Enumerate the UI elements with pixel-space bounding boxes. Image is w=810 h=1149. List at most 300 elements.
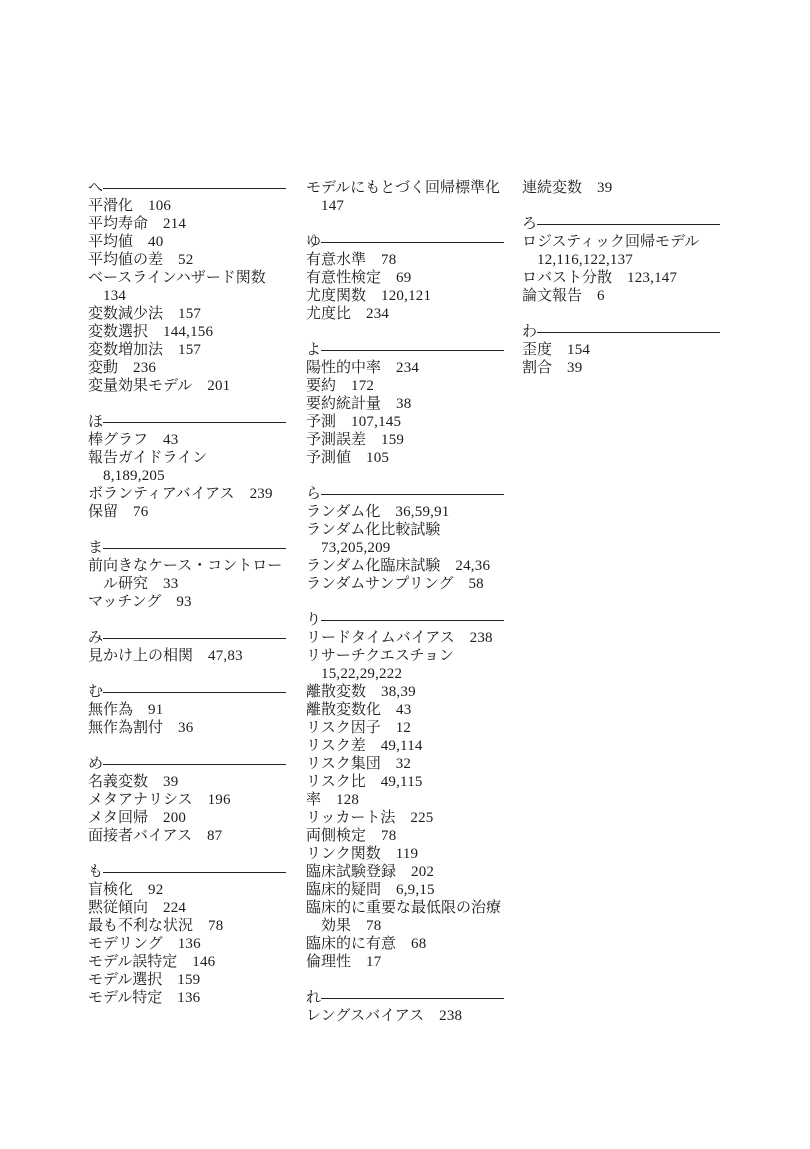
section-header <box>88 863 286 881</box>
entry-continuation-line <box>306 539 504 557</box>
index-term: 臨床試験登録 <box>306 864 397 880</box>
index-pages: 78 <box>208 918 224 934</box>
index-entry <box>88 917 286 935</box>
index-pages: 144,156 <box>163 324 214 340</box>
entry-line <box>88 899 286 917</box>
section-rule <box>321 350 504 351</box>
index-pages: 123,147 <box>627 270 678 286</box>
index-section <box>306 989 504 1025</box>
entry-line <box>88 323 286 341</box>
index-entry <box>306 935 504 953</box>
index-entry <box>88 485 286 503</box>
index-pages: 15,22,29,222 <box>321 666 403 682</box>
entry-line <box>306 755 504 773</box>
entry-line <box>522 359 720 377</box>
section-kana: よ <box>306 342 322 358</box>
entry-line <box>306 269 504 287</box>
entry-line <box>88 719 286 737</box>
index-term: 保留 <box>88 504 119 520</box>
index-term: モデル特定 <box>88 990 163 1006</box>
index-term: 予測値 <box>306 450 352 466</box>
index-entry <box>88 431 286 449</box>
index-entry <box>88 881 286 899</box>
entry-line <box>306 647 504 665</box>
index-term: 臨床的疑問 <box>306 882 382 898</box>
entry-line <box>306 575 504 593</box>
index-pages: 119 <box>395 846 419 862</box>
entry-line <box>522 287 720 305</box>
index-pages: 200 <box>163 810 187 826</box>
index-pages: 43 <box>163 432 179 448</box>
index-term: 尤度比 <box>306 306 352 322</box>
section-header <box>88 539 286 557</box>
index-entry <box>88 449 286 485</box>
section-rule <box>321 998 504 999</box>
entry-line <box>88 881 286 899</box>
entry-line <box>522 269 720 287</box>
entry-line <box>306 413 504 431</box>
index-pages: 202 <box>411 864 435 880</box>
index-term: 平均値 <box>88 234 134 250</box>
entry-line <box>306 1007 504 1025</box>
index-entry <box>88 233 286 251</box>
entry-line <box>88 377 286 395</box>
index-pages: 136 <box>177 990 201 1006</box>
index-term: 陽性的中率 <box>306 360 382 376</box>
index-term: 効果 <box>321 918 352 934</box>
index-term: モデル誤特定 <box>88 954 178 970</box>
index-entry <box>88 809 286 827</box>
index-column <box>522 179 720 377</box>
entry-line <box>306 359 504 377</box>
index-term: 前向きなケース・コントロー <box>88 558 283 574</box>
index-pages: 236 <box>133 360 157 376</box>
entry-line <box>306 431 504 449</box>
index-pages: 78 <box>366 918 382 934</box>
index-pages: 159 <box>177 972 201 988</box>
index-pages: 36 <box>178 720 194 736</box>
index-term: リッカート法 <box>306 810 396 826</box>
index-entry <box>306 269 504 287</box>
section-rule <box>321 242 504 243</box>
index-pages: 24,36 <box>455 558 491 574</box>
section-rule <box>103 548 286 549</box>
index-term: リスク集団 <box>306 756 381 772</box>
entry-line <box>522 233 720 251</box>
index-term: 離散変数化 <box>306 702 382 718</box>
index-pages: 38,39 <box>381 684 416 700</box>
index-term: ランダム化臨床試験 <box>306 558 441 574</box>
index-section <box>306 485 504 593</box>
entry-line <box>88 593 286 611</box>
index-pages: 39 <box>567 360 583 376</box>
index-entry <box>306 287 504 305</box>
index-section <box>522 323 720 377</box>
entry-line <box>88 809 286 827</box>
entry-line <box>306 377 504 395</box>
entry-line <box>88 953 286 971</box>
index-term: 平均値の差 <box>88 252 164 268</box>
index-term: リスク因子 <box>306 720 381 736</box>
section-header <box>88 413 286 431</box>
entry-line <box>88 503 286 521</box>
index-pages: 224 <box>163 900 187 916</box>
index-entry <box>88 215 286 233</box>
index-pages: 6 <box>597 288 605 304</box>
entry-line <box>306 395 504 413</box>
index-pages: 91 <box>148 702 164 718</box>
index-pages: 33 <box>163 576 179 592</box>
index-term: 割合 <box>522 360 553 376</box>
entry-line <box>88 431 286 449</box>
index-entry <box>306 845 504 863</box>
index-term: メタ回帰 <box>88 810 149 826</box>
index-pages: 128 <box>336 792 360 808</box>
index-entry <box>306 377 504 395</box>
index-term: 黙従傾向 <box>88 900 149 916</box>
index-entry <box>306 683 504 701</box>
index-pages: 157 <box>178 342 202 358</box>
index-pages: 39 <box>597 180 613 196</box>
section-rule <box>103 638 286 639</box>
index-term: リンク関数 <box>306 846 381 862</box>
index-term: 有意水準 <box>306 252 367 268</box>
index-entry <box>306 179 504 215</box>
index-entry <box>306 809 504 827</box>
index-term: 離散変数 <box>306 684 367 700</box>
index-term: 要約 <box>306 378 337 394</box>
index-term: モデルにもとづく回帰標準化 <box>306 180 500 196</box>
section-kana: れ <box>306 990 322 1006</box>
index-entry <box>306 449 504 467</box>
index-entry <box>306 863 504 881</box>
index-pages: 134 <box>103 288 127 304</box>
section-kana: ま <box>88 540 104 556</box>
index-term: 両側検定 <box>306 828 367 844</box>
section-rule <box>321 494 504 495</box>
index-term: 棒グラフ <box>88 432 149 448</box>
index-entry <box>306 305 504 323</box>
index-term: 変数増加法 <box>88 342 164 358</box>
section-rule <box>103 764 286 765</box>
index-term: リサーチクエスチョン <box>306 648 455 664</box>
index-section <box>522 215 720 305</box>
index-entry <box>88 701 286 719</box>
index-section <box>88 629 286 665</box>
index-section <box>306 179 504 215</box>
index-term: ランダム化 <box>306 504 381 520</box>
entry-line <box>306 953 504 971</box>
index-pages: 201 <box>207 378 231 394</box>
index-pages: 6,9,15 <box>396 882 435 898</box>
entry-line <box>88 269 286 287</box>
index-entry <box>88 989 286 1007</box>
index-entry <box>88 773 286 791</box>
section-rule <box>103 422 286 423</box>
index-term: ロバスト分散 <box>522 270 613 286</box>
entry-line <box>522 341 720 359</box>
index-pages: 106 <box>148 198 172 214</box>
index-pages: 47,83 <box>208 648 243 664</box>
entry-line <box>88 341 286 359</box>
entry-continuation-line <box>306 665 504 683</box>
section-rule <box>103 872 286 873</box>
index-section <box>88 413 286 521</box>
index-entry <box>88 593 286 611</box>
index-pages: 38 <box>396 396 412 412</box>
entry-line <box>306 683 504 701</box>
index-entry <box>88 557 286 593</box>
entry-line <box>306 845 504 863</box>
index-term: リスク比 <box>306 774 366 790</box>
index-pages: 39 <box>163 774 179 790</box>
entry-continuation-line <box>306 197 504 215</box>
section-kana: む <box>88 684 104 700</box>
index-term: ベースラインハザード関数 <box>88 270 266 286</box>
entry-line <box>306 305 504 323</box>
index-entry <box>88 341 286 359</box>
index-entry <box>88 647 286 665</box>
index-term: 臨床的に有意 <box>306 936 397 952</box>
index-pages: 58 <box>468 576 484 592</box>
entry-line <box>88 935 286 953</box>
index-pages: 43 <box>396 702 412 718</box>
section-header <box>306 485 504 503</box>
section-kana: み <box>88 630 104 646</box>
entry-line <box>306 791 504 809</box>
index-term: ランダム化比較試験 <box>306 522 441 538</box>
index-pages: 73,205,209 <box>321 540 391 556</box>
index-pages: 78 <box>381 252 397 268</box>
index-pages: 17 <box>366 954 382 970</box>
index-term: ロジスティック回帰モデル <box>522 234 700 250</box>
entry-line <box>306 827 504 845</box>
index-pages: 68 <box>411 936 427 952</box>
section-header <box>522 215 720 233</box>
index-pages: 154 <box>567 342 591 358</box>
index-entry <box>306 629 504 647</box>
index-entry <box>88 935 286 953</box>
index-section <box>306 611 504 971</box>
index-section <box>88 863 286 1007</box>
index-entry <box>88 269 286 305</box>
entry-line <box>88 701 286 719</box>
section-header <box>88 179 286 197</box>
entry-continuation-line <box>522 251 720 269</box>
index-term: 無作為割付 <box>88 720 164 736</box>
index-entry <box>88 899 286 917</box>
index-pages: 76 <box>133 504 149 520</box>
index-section <box>88 179 286 395</box>
section-rule <box>321 620 504 621</box>
index-section <box>306 233 504 323</box>
entry-line <box>88 647 286 665</box>
index-term: 変数選択 <box>88 324 149 340</box>
index-term: ル研究 <box>103 576 149 592</box>
index-term: メタアナリシス <box>88 792 193 808</box>
index-pages: 120,121 <box>381 288 432 304</box>
index-entry <box>522 233 720 269</box>
index-entry <box>306 575 504 593</box>
entry-line <box>88 917 286 935</box>
index-entry <box>522 341 720 359</box>
index-entry <box>88 827 286 845</box>
index-pages: 136 <box>177 936 201 952</box>
index-term: 有意性検定 <box>306 270 382 286</box>
index-section <box>88 755 286 845</box>
index-pages: 234 <box>366 306 390 322</box>
index-pages: 234 <box>396 360 420 376</box>
section-header <box>88 683 286 701</box>
section-header <box>522 323 720 341</box>
index-term: 最も不利な状況 <box>88 918 194 934</box>
index-entry <box>88 359 286 377</box>
index-term: リードタイムバイアス <box>306 630 455 646</box>
index-entry <box>306 737 504 755</box>
section-kana: も <box>88 864 104 880</box>
index-entry <box>306 773 504 791</box>
entry-line <box>306 287 504 305</box>
index-pages: 40 <box>148 234 164 250</box>
index-entry <box>306 413 504 431</box>
index-pages: 147 <box>321 198 345 214</box>
index-section <box>88 683 286 737</box>
index-entry <box>88 251 286 269</box>
entry-line <box>88 971 286 989</box>
index-entry <box>306 503 504 521</box>
index-term: ボランティアバイアス <box>88 486 235 502</box>
index-entry <box>522 179 720 197</box>
index-pages: 49,114 <box>380 738 423 754</box>
entry-continuation-line <box>88 575 286 593</box>
index-entry <box>306 395 504 413</box>
entry-line <box>306 701 504 719</box>
index-pages: 36,59,91 <box>395 504 450 520</box>
index-entry <box>306 881 504 899</box>
entry-line <box>306 737 504 755</box>
index-term: 変動 <box>88 360 119 376</box>
index-entry <box>522 287 720 305</box>
index-column <box>306 179 504 1025</box>
index-pages: 238 <box>439 1008 463 1024</box>
index-entry <box>306 755 504 773</box>
index-entry <box>88 503 286 521</box>
index-pages: 105 <box>366 450 390 466</box>
entry-line <box>88 215 286 233</box>
index-entry <box>88 791 286 809</box>
index-entry <box>88 377 286 395</box>
entry-line <box>306 557 504 575</box>
index-term: 歪度 <box>522 342 553 358</box>
section-header <box>306 233 504 251</box>
entry-line <box>306 809 504 827</box>
index-entry <box>306 719 504 737</box>
index-term: リスク差 <box>306 738 366 754</box>
index-section <box>88 539 286 611</box>
section-kana: ろ <box>522 216 538 232</box>
index-term: 尤度関数 <box>306 288 367 304</box>
index-pages: 52 <box>178 252 194 268</box>
index-entry <box>306 521 504 557</box>
index-pages: 159 <box>381 432 405 448</box>
index-entry <box>306 359 504 377</box>
index-entry <box>88 323 286 341</box>
index-term: 報告ガイドライン <box>88 450 208 466</box>
index-entry <box>88 305 286 323</box>
entry-continuation-line <box>88 467 286 485</box>
index-pages: 146 <box>192 954 216 970</box>
index-term: モデリング <box>88 936 163 952</box>
section-header <box>88 629 286 647</box>
entry-line <box>88 359 286 377</box>
section-kana: り <box>306 612 322 628</box>
index-term: 倫理性 <box>306 954 352 970</box>
index-term: 平均寿命 <box>88 216 149 232</box>
entry-line <box>306 773 504 791</box>
index-pages: 92 <box>148 882 164 898</box>
entry-line <box>306 863 504 881</box>
section-rule <box>103 692 286 693</box>
index-entry <box>306 899 504 935</box>
index-entry <box>306 251 504 269</box>
entry-line <box>306 179 504 197</box>
entry-line <box>88 233 286 251</box>
index-entry <box>88 719 286 737</box>
section-rule <box>103 188 286 189</box>
index-term: 連続変数 <box>522 180 583 196</box>
index-term: 平滑化 <box>88 198 134 214</box>
section-kana: ら <box>306 486 322 502</box>
section-rule <box>537 224 720 225</box>
index-pages: 12,116,122,137 <box>537 252 633 268</box>
index-pages: 238 <box>469 630 493 646</box>
section-rule <box>537 332 720 333</box>
index-pages: 93 <box>176 594 192 610</box>
index-term: 要約統計量 <box>306 396 382 412</box>
entry-line <box>88 251 286 269</box>
section-header <box>306 989 504 1007</box>
entry-line <box>88 449 286 467</box>
entry-line <box>88 989 286 1007</box>
index-term: 面接者バイアス <box>88 828 192 844</box>
index-term: ランダムサンプリング <box>306 576 454 592</box>
index-entry <box>306 1007 504 1025</box>
entry-line <box>306 719 504 737</box>
index-term: レングスバイアス <box>306 1008 425 1024</box>
index-pages: 172 <box>351 378 375 394</box>
entry-line <box>306 629 504 647</box>
entry-line <box>306 935 504 953</box>
index-term: 名義変数 <box>88 774 149 790</box>
index-pages: 12 <box>395 720 412 736</box>
index-term: 論文報告 <box>522 288 583 304</box>
index-section <box>306 341 504 467</box>
entry-line <box>88 827 286 845</box>
index-term: 変量効果モデル <box>88 378 193 394</box>
index-pages: 157 <box>178 306 202 322</box>
entry-line <box>88 197 286 215</box>
index-pages: 239 <box>249 486 273 502</box>
index-pages: 214 <box>163 216 187 232</box>
index-entry <box>522 359 720 377</box>
index-entry <box>88 971 286 989</box>
index-entry <box>306 701 504 719</box>
index-pages: 49,115 <box>380 774 423 790</box>
entry-line <box>88 773 286 791</box>
index-term: 変数減少法 <box>88 306 164 322</box>
entry-line <box>88 485 286 503</box>
index-pages: 225 <box>410 810 434 826</box>
